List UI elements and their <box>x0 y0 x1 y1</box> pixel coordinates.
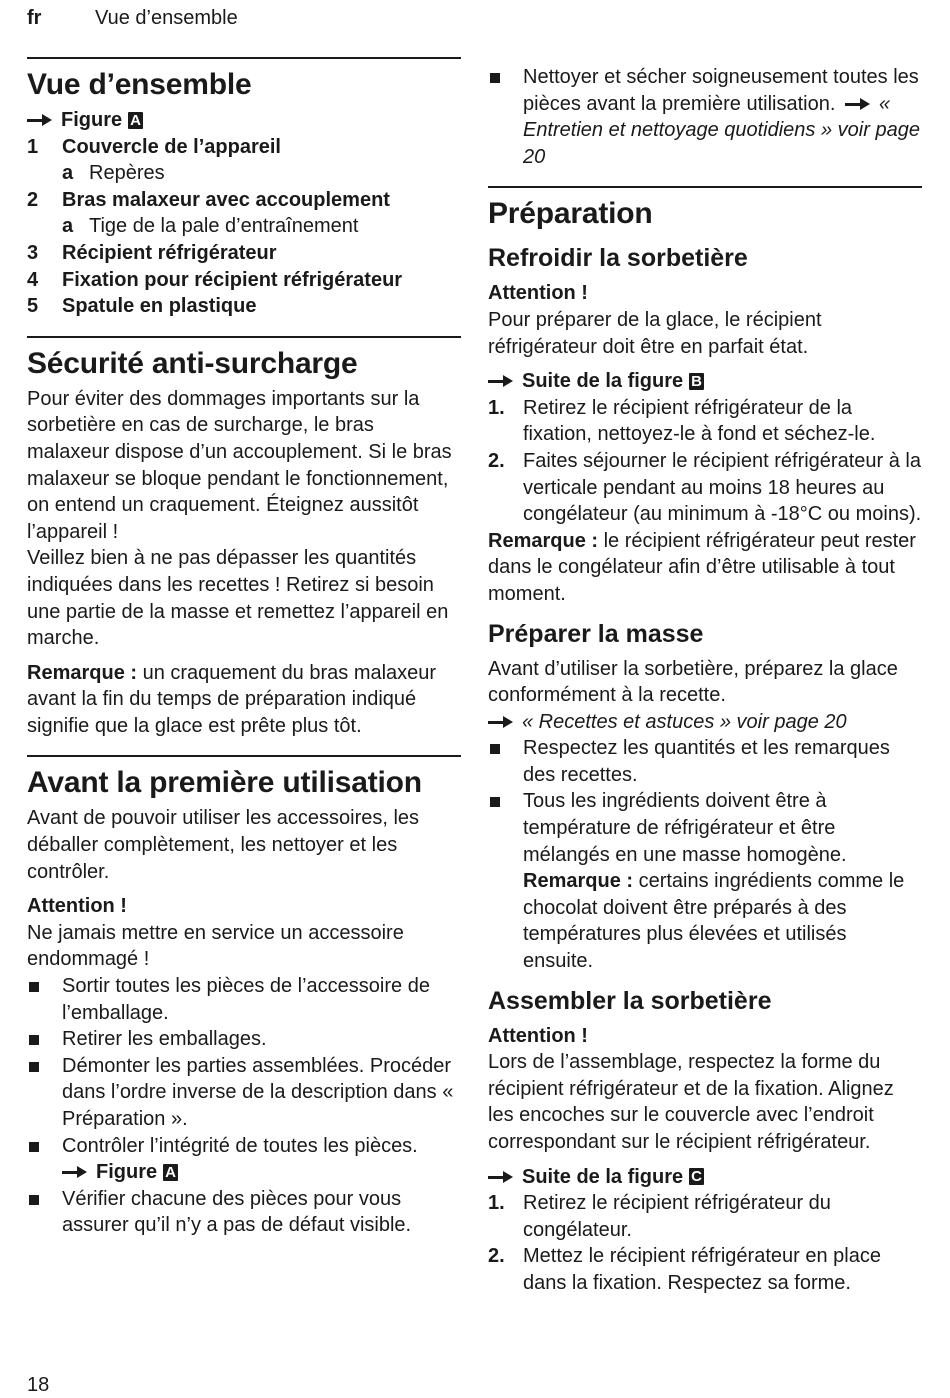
mass-heading: Préparer la masse <box>488 619 704 648</box>
bullet-icon <box>488 788 523 974</box>
bullet-icon <box>488 735 523 788</box>
step-item: 2. Faites séjourner le récipient réfrigérateur à la verticale pendant au moins 18 heures au congélateur (au minimum à -18°C ou moins). <box>488 449 922 526</box>
list-item: Sortir toutes les pièces de l’accessoire de l’emballage. <box>27 973 461 1026</box>
bullet-icon <box>27 1026 62 1053</box>
list-item: 3 Récipient réfrigérateur <box>27 241 277 264</box>
page-number: 18 <box>27 1374 50 1396</box>
overview-heading: Vue d’ensemble <box>27 68 252 101</box>
list-item: Respectez les quantités et les remarques des recettes. <box>488 735 922 788</box>
arrow-icon <box>27 114 53 126</box>
first-use-heading: Avant la première utilisation <box>27 766 422 800</box>
overload-paragraph: Veillez bien à ne pas dépasser les quantités indiquées dans les recettes ! Retirez si besoin une partie de la masse et remettez l’appareil en marche. <box>27 547 449 650</box>
bullet-icon <box>27 1053 62 1133</box>
right-column <box>488 64 922 1297</box>
cross-reference: « Entretien et nettoyage quotidiens » voir page 20 <box>523 92 920 168</box>
arrow-icon <box>845 98 871 110</box>
list-sub-item: a Tige de la pale d’entraînement <box>62 215 359 238</box>
attention-label: Attention ! <box>488 282 588 305</box>
preparation-heading: Préparation <box>488 197 653 231</box>
figure-letter-badge: A <box>130 111 141 129</box>
arrow-icon <box>488 375 514 387</box>
cool-text: Pour préparer de la glace, le récipient réfrigérateur doit être en parfait état. <box>488 308 822 358</box>
first-use-intro: Avant de pouvoir utiliser les accessoires, les déballer complètement, les nettoyer et les contrôler. <box>27 807 420 883</box>
list-item: 1 Couvercle de l’appareil <box>27 135 281 158</box>
list-item: Vérifier chacune des pièces pour vous assurer qu’il n’y a pas de défaut visible. <box>27 1186 461 1239</box>
overload-paragraph: Pour éviter des dommages importants sur la sorbetière en cas de surcharge, le bras malaxeur dispose d’un accouplement. Si le bras malaxeur se bloque pendant le fonctionnement, on entend un craquement. Éteignez aussitôt l’appareil ! <box>27 387 452 543</box>
list-item: Tous les ingrédients doivent être à température de réfrigérateur et être mélangés en une masse homogène. Remarque : certains ingrédients comme le chocolat doivent être préparés à des températures plus élevées et utilisés ensuite. <box>488 788 922 974</box>
header-title: Vue d’ensemble <box>95 7 238 29</box>
list-sub-item: a Repères <box>62 162 165 185</box>
list-item: Contrôler l’intégrité de toutes les pièces. Figure A <box>27 1133 461 1186</box>
list-item: 2 Bras malaxeur avec accouplement <box>27 188 390 211</box>
overload-heading: Sécurité anti-surcharge <box>27 346 358 380</box>
overload-note: Remarque : un craquement du bras malaxeur avant la fin du temps de préparation indiqué signifie que la glace est prête plus tôt. <box>27 661 437 737</box>
arrow-icon <box>62 1166 88 1178</box>
figure-letter-badge: B <box>691 372 702 390</box>
list-item: Nettoyer et sécher soigneusement toutes les pièces avant la première utilisation. « Entretien et nettoyage quotidiens » voir page 20 <box>488 64 922 170</box>
step-item: 1. Retirez le récipient réfrigérateur du congélateur. <box>488 1192 831 1241</box>
section-divider <box>488 186 922 188</box>
mass-text: Avant d’utiliser la sorbetière, préparez la glace conformément à la recette. <box>488 657 898 707</box>
cool-heading: Refroidir la sorbetière <box>488 244 748 273</box>
page-header <box>27 4 238 32</box>
assemble-heading: Assembler la sorbetière <box>488 986 772 1015</box>
section-divider <box>27 336 461 338</box>
figure-reference: Suite de la figure B <box>488 368 922 395</box>
cross-reference: « Recettes et astuces » voir page 20 <box>488 709 922 736</box>
cool-note: Remarque : le récipient réfrigérateur peut rester dans le congélateur afin d’être utilisable à tout moment. <box>488 529 916 605</box>
attention-label: Attention ! <box>488 1024 588 1047</box>
figure-reference: Figure A <box>62 1159 418 1186</box>
step-item: 1. Retirez le récipient réfrigérateur de la fixation, nettoyez-le à fond et séchez-le. <box>488 396 876 446</box>
section-divider <box>27 57 461 59</box>
figure-reference: Suite de la figure C <box>488 1164 922 1191</box>
figure-letter-badge: A <box>165 1163 176 1181</box>
warning-text: Ne jamais mettre en service un accessoire endommagé ! <box>27 921 404 971</box>
left-column <box>27 57 461 1239</box>
figure-reference: Figure A <box>27 107 461 134</box>
list-item: Démonter les parties assemblées. Procéder dans l’ordre inverse de la description dans « Préparation ». <box>27 1053 461 1133</box>
arrow-icon <box>488 1171 514 1183</box>
bullet-icon <box>27 973 62 1026</box>
figure-letter-badge: C <box>691 1168 702 1186</box>
assemble-text: Lors de l’assemblage, respectez la forme du récipient réfrigérateur et de la fixation. Alignez les encoches sur le couvercle avec l’endroit correspondant sur le récipient réfrigérateur. <box>488 1051 894 1153</box>
list-item: 5 Spatule en plastique <box>27 295 257 318</box>
list-item: 4 Fixation pour récipient réfrigérateur <box>27 268 403 291</box>
arrow-icon <box>488 716 514 728</box>
list-item: Retirer les emballages. <box>27 1026 461 1053</box>
attention-label: Attention ! <box>27 895 127 918</box>
bullet-icon <box>27 1133 62 1186</box>
bullet-icon <box>27 1186 62 1239</box>
section-divider <box>27 755 461 757</box>
bullet-icon <box>488 64 523 170</box>
step-item: 2. Mettez le récipient réfrigérateur en place dans la fixation. Respectez sa forme. <box>488 1245 881 1294</box>
language-code: fr <box>27 7 42 29</box>
